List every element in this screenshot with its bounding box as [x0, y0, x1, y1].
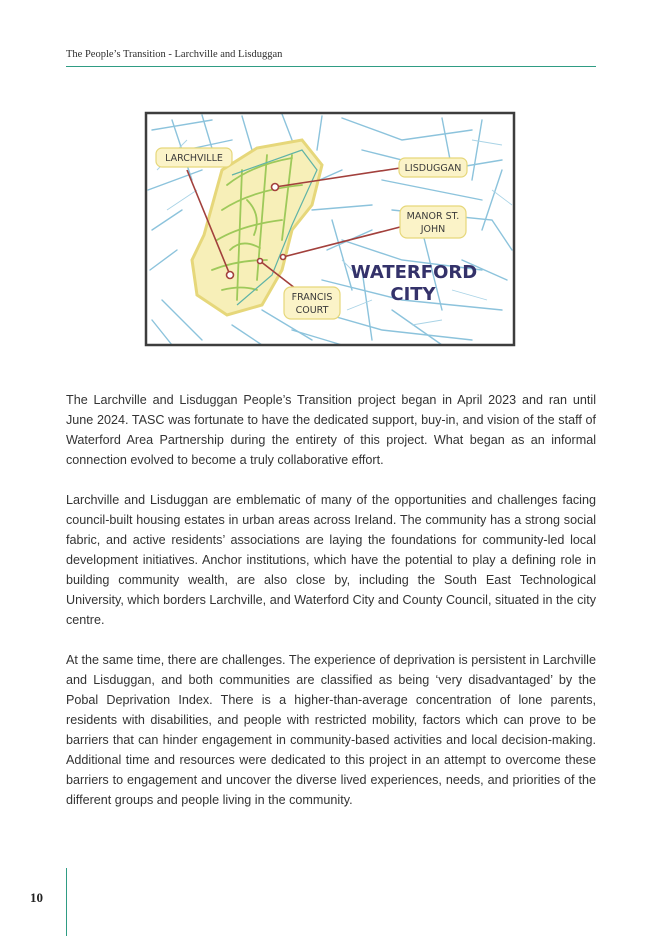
marker-manor: [281, 255, 286, 260]
paragraph-intro: The Larchville and Lisduggan People’s Transition project began in April 2023 and ran until June 2024. TASC was fortunate to have the dedicated support, buy-in, and vision of the staff of Waterford Area Partnership during the entirety of this project. What began as an informal connection evolved to become a truly collaborative effort.: [66, 393, 596, 467]
marker-lisduggan: [272, 184, 279, 191]
label-larchville: [156, 148, 232, 167]
header-divider: [66, 66, 596, 67]
svg-text:FRANCIS: FRANCIS: [291, 292, 333, 303]
svg-text:LARCHVILLE: LARCHVILLE: [165, 153, 223, 164]
label-lisduggan: [399, 158, 467, 177]
footer-vertical-rule: [66, 868, 67, 936]
label-manor-st-john: [400, 206, 466, 238]
marker-larchville: [227, 272, 234, 279]
page-number: 10: [30, 890, 43, 905]
svg-text:MANOR ST.: MANOR ST.: [406, 211, 460, 222]
svg-text:LISDUGGAN: LISDUGGAN: [404, 163, 462, 174]
map-illustration: [142, 110, 518, 348]
marker-francis: [258, 259, 263, 264]
map-drawing: [142, 110, 518, 348]
svg-text:COURT: COURT: [295, 305, 329, 316]
label-francis-court: [284, 287, 340, 319]
running-header: The People’s Transition - Larchville and Lisduggan: [66, 49, 283, 60]
paragraph-challenges: At the same time, there are challenges. The experience of deprivation is persistent in Larchville and Lisduggan, and both communities are classified as being ‘very disadvantaged’ by the Pobal Deprivation Index. There is a higher-than-average concentration of lone parents, residents with disabilities, and people with restricted mobility, factors which can prove to be barriers that can hinder engagement in community-based activities and local decision-making. Additional time and resources were dedicated to this project in an attempt to overcome these barriers to engagement and uncover the diverse lived experiences, needs, and priorities of the different groups and people living in the community.: [66, 653, 596, 807]
svg-text:WATERFORD: WATERFORD: [350, 262, 478, 283]
svg-text:JOHN: JOHN: [420, 224, 446, 235]
svg-text:CITY: CITY: [390, 284, 436, 305]
paragraph-opportunities: Larchville and Lisduggan are emblematic of many of the opportunities and challenges facing council-built housing estates in urban areas across Ireland. The community has a strong social fabric, and active residents’ associations are laying the foundations for community-led local development initiatives. Anchor institutions, which have the potential to play a defining role in building community wealth, are also close by, including the South East Technological University, which borders Larchville, and Waterford City and County Council, situated in the city centre.: [66, 493, 596, 627]
body-text: [66, 390, 596, 830]
